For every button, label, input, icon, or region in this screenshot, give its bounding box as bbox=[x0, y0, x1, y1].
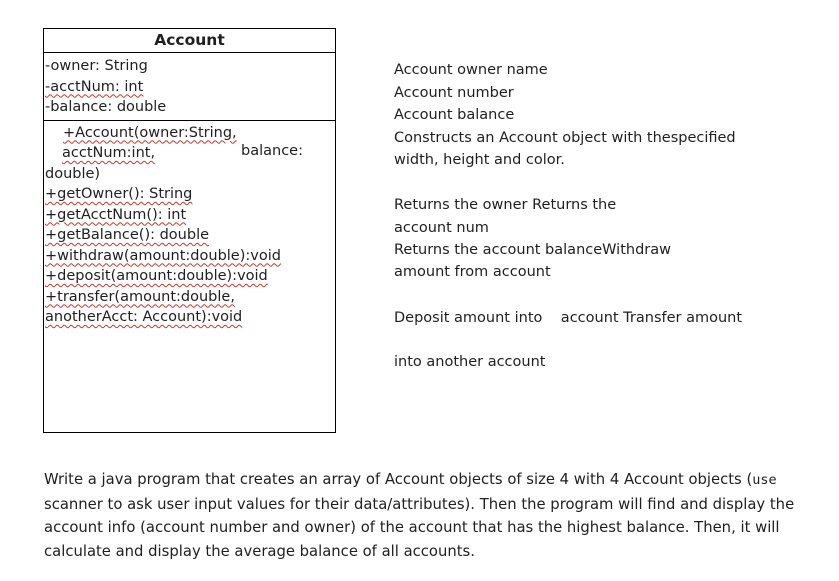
description-deposit-transfer: Deposit amount into account Transfer amount bbox=[394, 310, 743, 326]
description-balance-withdraw: Returns the account balanceWithdraw bbox=[394, 242, 671, 258]
description-constructor-line2: width, height and color. bbox=[394, 152, 565, 168]
method-get-balance: +getBalance(): double bbox=[45, 227, 210, 243]
description-amount-from: amount from account bbox=[394, 264, 551, 280]
attributes-section bbox=[44, 53, 335, 121]
task-text-part2: scanner to ask user input values for their data/attributes). Then the program will find and display the account info (account number and owner) of the account that has the highest balance. Then, it will calculate and display the average balance of all accounts. bbox=[44, 495, 795, 560]
description-constructor-line1: Constructs an Account object with thespecified bbox=[394, 130, 736, 146]
description-another-account: into another account bbox=[394, 354, 546, 370]
description-owner: Account owner name bbox=[394, 62, 548, 78]
method-transfer-line1: +transfer(amount:double, bbox=[45, 288, 235, 305]
method-constructor-balance: balance: bbox=[241, 142, 303, 159]
uml-class-diagram bbox=[43, 28, 336, 433]
attribute-balance: -balance: double bbox=[45, 99, 167, 115]
task-paragraph bbox=[44, 468, 814, 563]
description-acctnum: Account number bbox=[394, 85, 514, 101]
methods-section bbox=[44, 121, 335, 328]
attribute-acctnum: -acctNum: int bbox=[45, 78, 144, 95]
method-get-acctnum: +getAcctNum(): int bbox=[45, 206, 187, 223]
method-constructor-line1: +Account(owner:String, bbox=[63, 124, 237, 141]
attribute-owner: -owner: String bbox=[45, 58, 148, 74]
description-balance: Account balance bbox=[394, 107, 515, 123]
class-name: Account bbox=[44, 29, 335, 53]
method-transfer-line2: anotherAcct: Account):void bbox=[45, 309, 243, 325]
description-acct-num-line: account num bbox=[394, 220, 489, 236]
method-get-owner: +getOwner(): String bbox=[45, 186, 193, 202]
method-constructor-line3: double) bbox=[45, 165, 101, 182]
method-withdraw: +withdraw(amount:double):void bbox=[45, 247, 281, 264]
task-code-word: use bbox=[752, 472, 777, 488]
method-deposit: +deposit(amount:double):void bbox=[45, 268, 268, 284]
method-constructor-line2: acctNum:int, bbox=[62, 145, 156, 161]
task-text-part1: Write a java program that creates an array of Account objects of size 4 with 4 Account objects ( bbox=[44, 471, 753, 488]
description-get-owner: Returns the owner Returns the bbox=[394, 197, 617, 213]
